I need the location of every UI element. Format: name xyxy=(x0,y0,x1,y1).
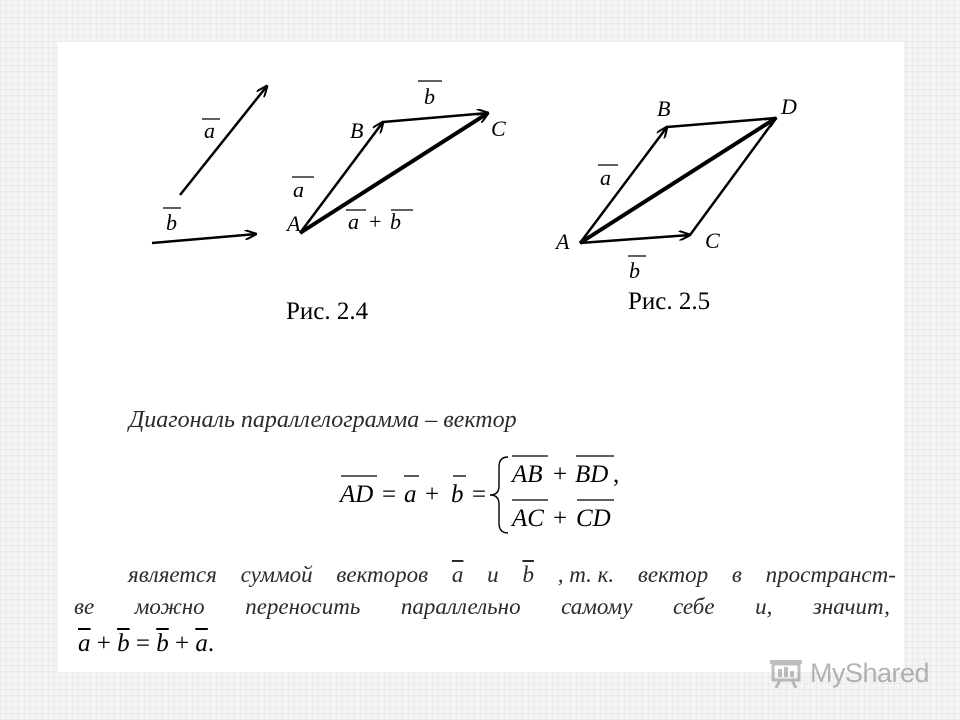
label-point-C: C xyxy=(491,116,506,141)
paragraph-line-1 xyxy=(128,562,896,588)
word: пространст- xyxy=(765,562,896,587)
label-point-A-25: A xyxy=(556,229,570,254)
eq-b: $\overline{b}$ xyxy=(156,630,169,657)
formula-BD: BD xyxy=(575,461,609,488)
side-CD xyxy=(690,118,776,235)
word: и xyxy=(487,562,499,587)
eq-equals: = xyxy=(135,630,150,657)
label-vec-a: a xyxy=(293,177,304,202)
word: параллельно xyxy=(400,594,521,619)
free-vector-b xyxy=(152,234,256,243)
eq-plus: + xyxy=(174,630,190,657)
formula-eq1: = xyxy=(382,481,397,508)
caption-fig-2-4: Рис. 2.4 xyxy=(286,298,369,325)
formula-AC: AC xyxy=(512,505,544,532)
word: ве xyxy=(74,594,95,619)
commutative-formula xyxy=(78,630,214,658)
formula-plus1: + xyxy=(425,481,440,508)
formula-block xyxy=(338,456,619,533)
label-vec-a-25: a xyxy=(600,165,611,190)
label-point-C-25: C xyxy=(705,228,720,253)
word: , т. к. xyxy=(557,562,615,587)
word: является xyxy=(128,562,217,587)
formula-plus2: + xyxy=(553,461,568,488)
side-BD xyxy=(667,118,776,127)
formula-CD: CD xyxy=(576,505,611,532)
formula-plus3: + xyxy=(553,505,568,532)
free-vector-a xyxy=(180,86,267,195)
word: себе xyxy=(672,594,715,619)
diagonal-sentence: Диагональ параллелограмма – вектор xyxy=(129,407,517,433)
label-sum-a: a xyxy=(348,209,359,234)
formula-eq2: = xyxy=(472,481,487,508)
vector-AC-25 xyxy=(580,235,690,243)
eq-a: $\overline{a}$ xyxy=(78,630,91,657)
vector-a-inline: $\overline{a}$ xyxy=(451,562,464,587)
presentation-board-icon xyxy=(768,657,804,689)
figure-2-4 xyxy=(152,81,506,325)
figure-2-5 xyxy=(554,94,797,315)
word: можно xyxy=(134,594,205,619)
label-sum-plus: + xyxy=(369,209,382,234)
formula-AB: AB xyxy=(512,461,543,488)
formula-a: a xyxy=(404,481,417,508)
word: в xyxy=(731,562,742,587)
watermark xyxy=(768,656,929,690)
label-vec-b-25: b xyxy=(629,258,640,283)
vector-BC xyxy=(383,113,488,122)
eq-a: $\overline{a}$ xyxy=(195,630,208,657)
label-point-B-25: B xyxy=(657,96,671,121)
formula-b: b xyxy=(451,481,464,508)
label-sum-b: b xyxy=(390,209,401,234)
word: переносить xyxy=(245,594,361,619)
vector-b-inline: $\overline{b}$ xyxy=(522,562,534,587)
label-free-b: b xyxy=(166,210,177,235)
vector-AB-25 xyxy=(580,127,667,243)
label-point-D-25: D xyxy=(781,94,797,119)
formula-brace xyxy=(490,457,508,533)
label-vec-b: b xyxy=(424,84,435,109)
paragraph-line-2 xyxy=(74,594,890,620)
word: значит, xyxy=(812,594,890,619)
word: и, xyxy=(755,594,773,619)
formula-comma: , xyxy=(613,461,620,488)
word: суммой xyxy=(240,562,313,587)
word: самому xyxy=(561,594,633,619)
label-free-a: a xyxy=(204,118,215,143)
watermark-text: MyShared xyxy=(810,657,930,688)
label-point-A: A xyxy=(287,211,301,236)
caption-fig-2-5: Рис. 2.5 xyxy=(628,288,711,315)
eq-b: $\overline{b}$ xyxy=(117,630,130,657)
eq-plus: + xyxy=(96,630,111,657)
formula-AD: AD xyxy=(340,481,374,508)
word: векторов xyxy=(336,562,429,587)
label-point-B: B xyxy=(350,118,364,143)
eq-period: . xyxy=(207,630,215,657)
word: вектор xyxy=(637,562,709,587)
